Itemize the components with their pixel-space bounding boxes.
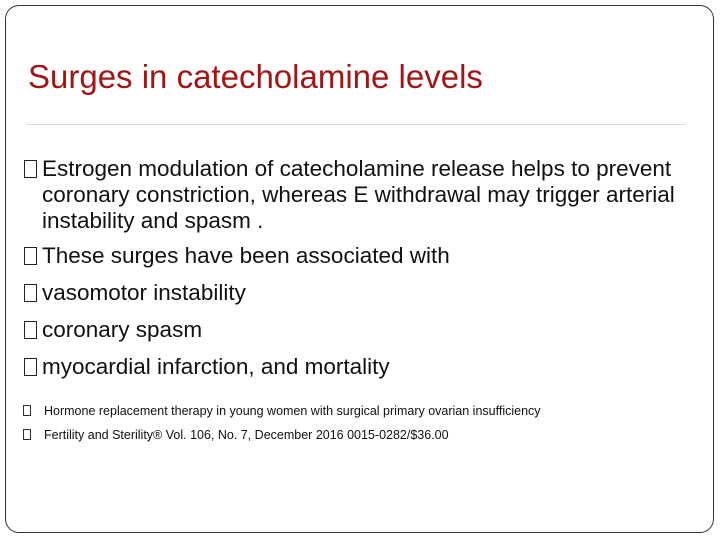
title-divider	[26, 124, 686, 125]
reference-box-icon	[23, 405, 31, 416]
bullet-item	[22, 280, 712, 306]
bullet-box-icon	[24, 160, 37, 178]
bullet-text: Estrogen modulation of catecholamine release helps to prevent coronary constriction, whereas E withdrawal may trigger arterial instability and spasm .	[42, 156, 675, 233]
bullet-text: These surges have been associated with	[42, 243, 450, 268]
bullet-item	[22, 317, 712, 343]
reference-box-icon	[23, 429, 31, 440]
bullet-item	[22, 243, 712, 269]
bullet-item	[22, 354, 712, 380]
reference-text: Fertility and Sterility® Vol. 106, No. 7, December 2016 0015-0282/$36.00	[44, 428, 449, 442]
bullet-box-icon	[24, 321, 37, 339]
reference-item	[20, 403, 710, 419]
bullet-box-icon	[24, 284, 37, 302]
bullet-box-icon	[24, 247, 37, 265]
reference-item	[20, 427, 710, 443]
reference-list	[20, 403, 710, 451]
bullet-item	[22, 156, 712, 234]
slide-title: Surges in catecholamine levels	[28, 58, 483, 95]
bullet-text: vasomotor instability	[42, 280, 246, 305]
bullet-list	[22, 156, 712, 391]
bullet-text: coronary spasm	[42, 317, 203, 342]
bullet-box-icon	[24, 358, 37, 376]
bullet-text: myocardial infarction, and mortality	[42, 354, 390, 379]
reference-text: Hormone replacement therapy in young women with surgical primary ovarian insufficiency	[44, 404, 541, 418]
